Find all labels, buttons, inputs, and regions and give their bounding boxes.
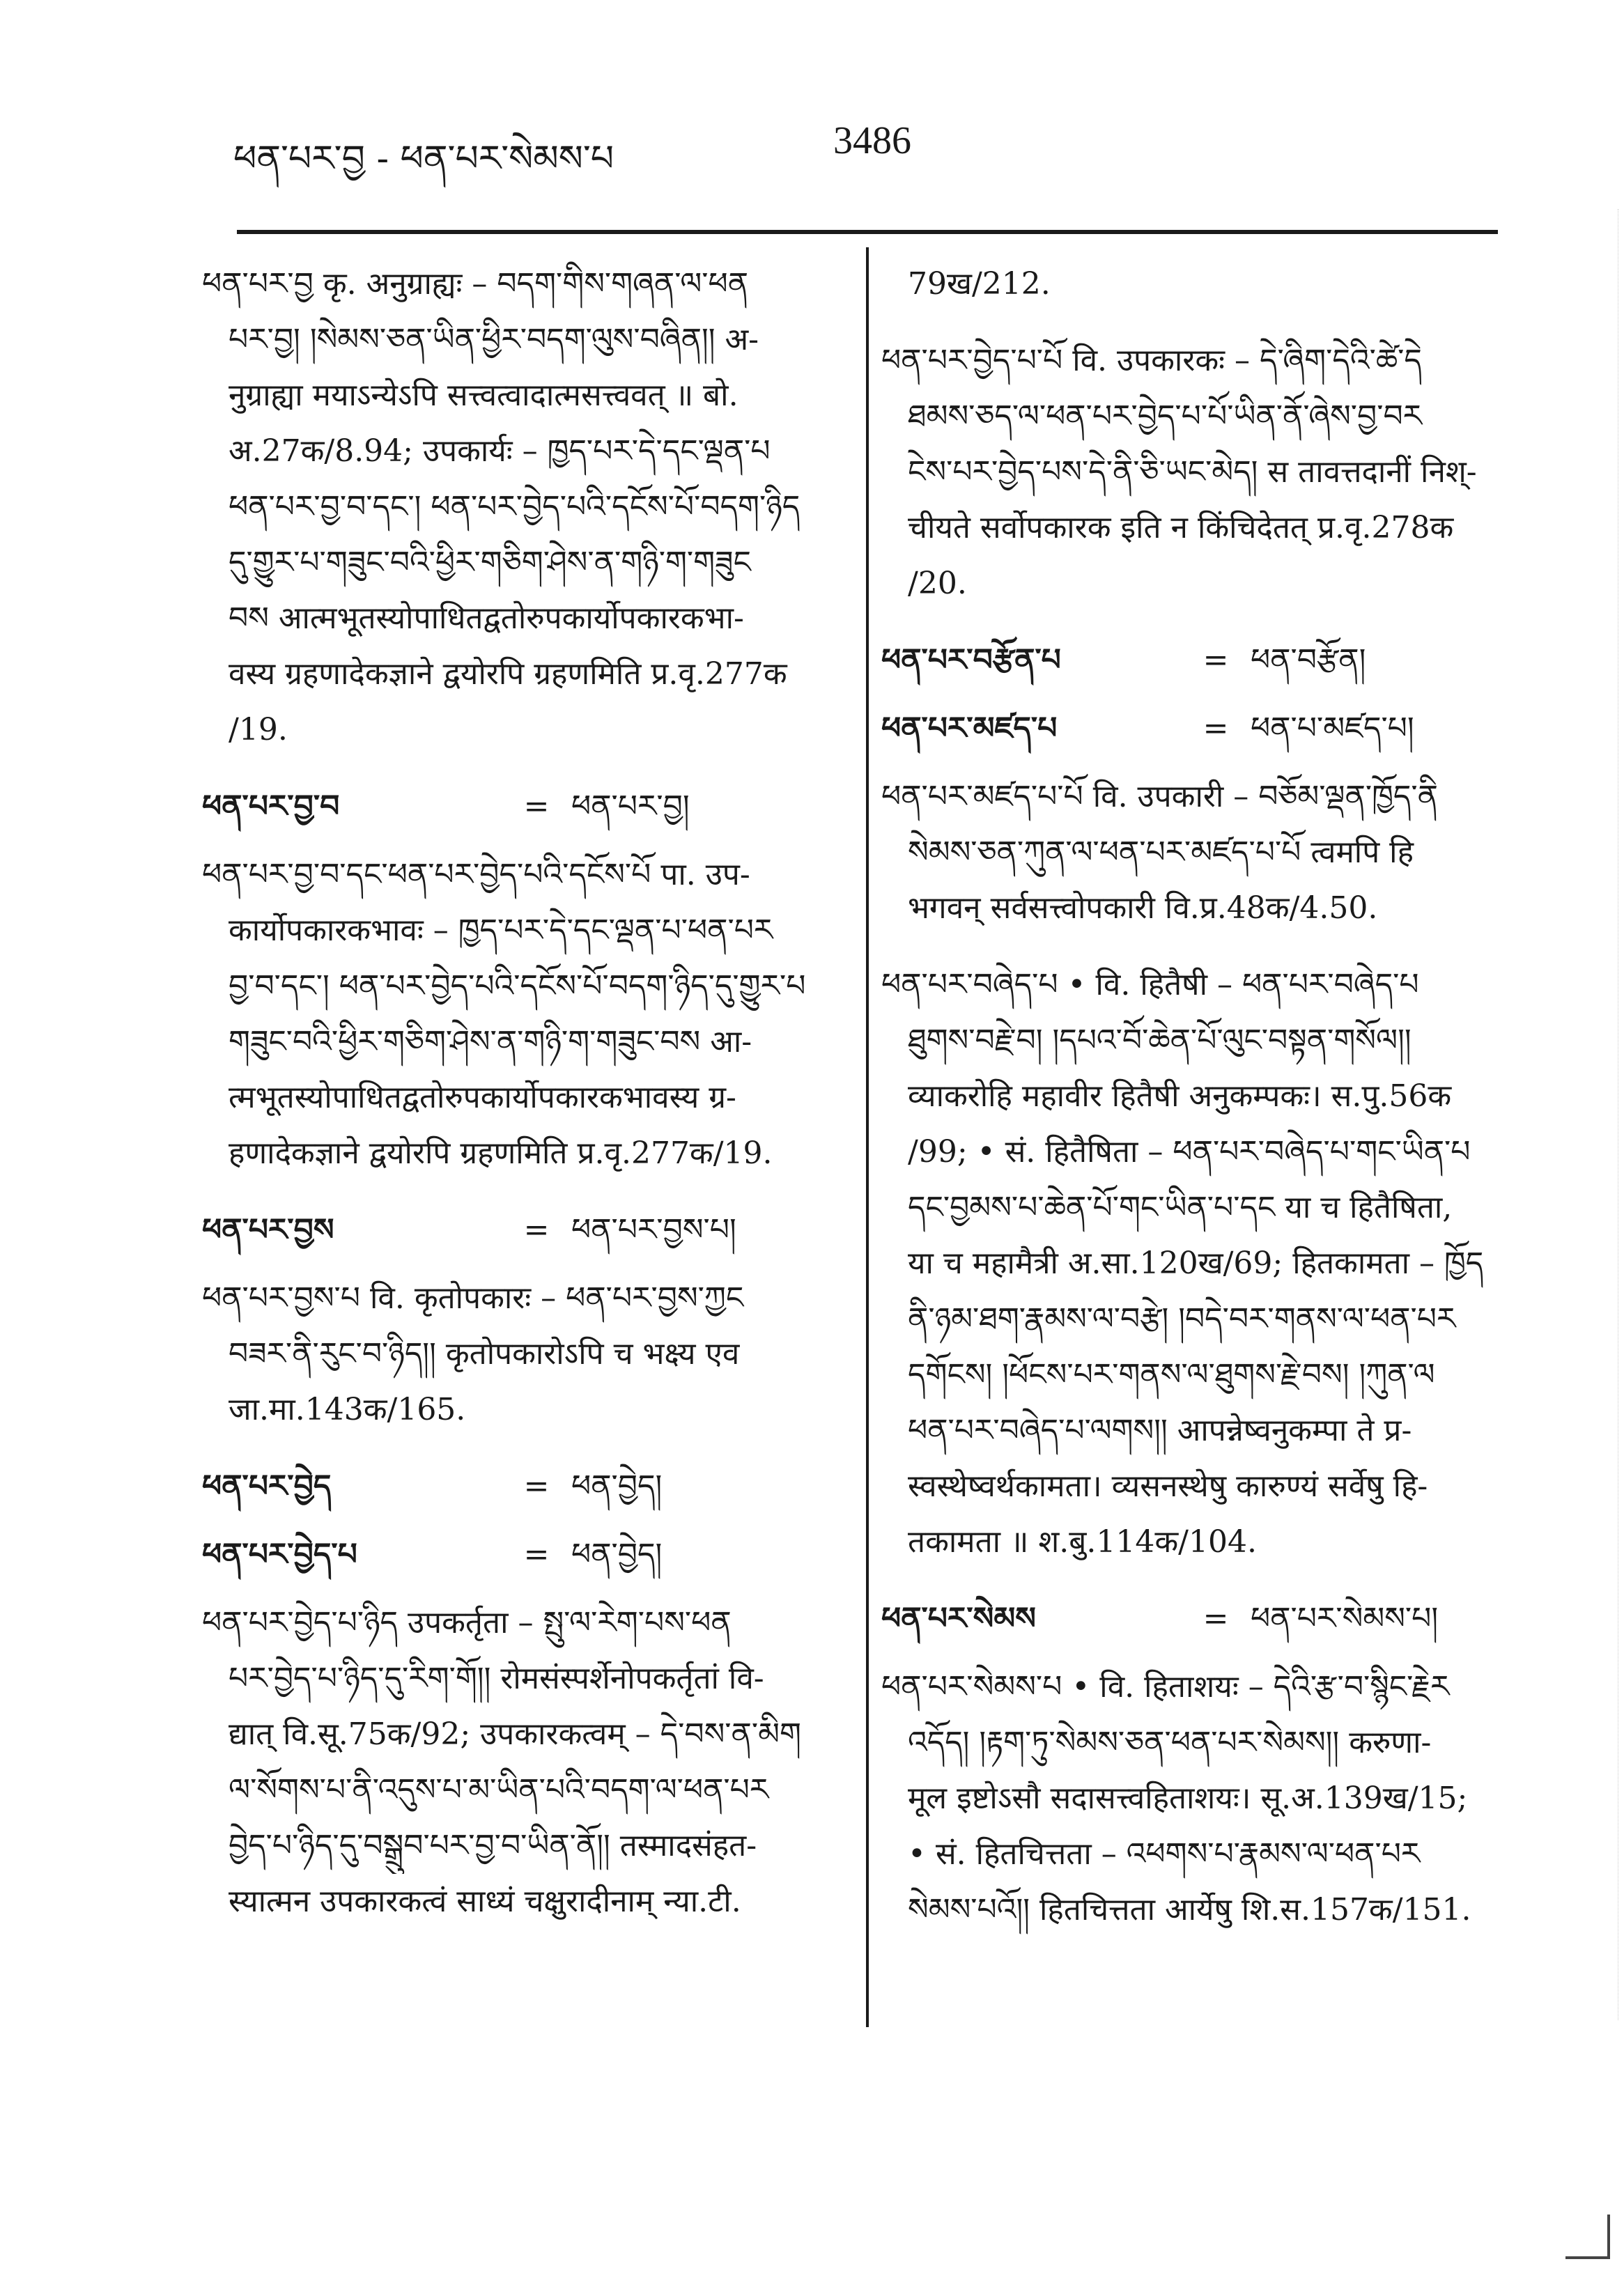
cross-reference <box>881 1591 1508 1647</box>
entry-line: པར་བྱ། །སེམས་ཅན་ཡིན་ཕྱིར་བདག་ལུས་བཞིན།། अ- <box>229 322 759 357</box>
dictionary-entry <box>202 1595 836 1930</box>
entry-line: ནི་ཉམ་ཐག་རྣམས་ལ་བརྩེ། །བདེ་བར་གནས་ལ་ཕན་པར <box>908 1301 1456 1337</box>
entry-line: तकामता ॥ श.बु.114क/104. <box>908 1524 1257 1560</box>
xref-equals: = <box>523 789 550 824</box>
entry-line: གཟུང་བའི་ཕྱིར་གཅིག་ཤེས་ན་གཉི་ག་གཟུང་བས आ- <box>229 1024 752 1060</box>
entry-line: ཕན་པར་བཞེད་པ་ལགས།། आपन्नेष्वनुकम्पा ते प्र- <box>908 1413 1412 1448</box>
cross-reference <box>202 1202 836 1258</box>
page-corner-mark <box>1565 2215 1610 2259</box>
cross-reference <box>881 633 1508 688</box>
cross-reference <box>881 701 1508 757</box>
xref-equals: = <box>523 1537 550 1572</box>
entry-line: ཕན་པར་བྱ་བ་དང་ཕན་པར་བྱེད་པའི་དངོས་པོ पा. उप- <box>202 857 750 892</box>
xref-equals: = <box>1202 711 1229 746</box>
entry-line: ཕན་པར་བྱ་བ་དང་། ཕན་པར་བྱེད་པའི་དངོས་པོ་བདག་ཉིད <box>229 489 801 525</box>
entry-line: ཕན་པར་མཛད་པ་པོ वि. उपकारी – བཅོམ་ལྡན་ཁྱོད་ནི <box>881 779 1438 814</box>
entry-line: འདོད། །རྟག་ཏུ་སེམས་ཅན་ཕན་པར་སེམས།། करुणा- <box>908 1725 1432 1760</box>
xref-target: ཕན་བྱེད། <box>571 1537 663 1572</box>
xref-headword: ཕན་པར་བྱ་བ <box>202 789 340 824</box>
xref-headword: ཕན་པར་སེམས <box>881 1601 1036 1636</box>
entry-line: स्यात्मन उपकारकत्वं साध्यं चक्षुरादीनाम् न्या.टी. <box>229 1884 741 1919</box>
dictionary-entry <box>202 1271 836 1438</box>
dictionary-entry <box>202 847 836 1181</box>
entry-line: ལ་སོགས་པ་ནི་འདུས་པ་མ་ཡིན་པའི་བདག་ལ་ཕན་པར <box>229 1772 769 1808</box>
continued-citation <box>881 256 1508 312</box>
xref-target: ཕན་པར་བྱ། <box>571 789 690 824</box>
entry-line: ཐུགས་བརྗེ་བ། །དཔའ་བོ་ཆེན་པོ་ལུང་བསྟན་གསོལ།། <box>908 1023 1412 1058</box>
entry-line: ཕན་པར་བྱས་པ वि. कृतोपकारः – ཕན་པར་བྱས་ཀྱང <box>202 1280 744 1316</box>
xref-target: ཕན་པར་སེམས་པ། <box>1251 1601 1439 1636</box>
entry-line: བྱ་བ་དང་། ཕན་པར་བྱེད་པའི་དངོས་པོ་བདག་ཉིད་དུ་གྱུར་པ <box>229 968 806 1004</box>
entry-line: 79ख/212. <box>908 266 1051 302</box>
entry-line: द्यात् वि.सू.75क/92; उपकारकत्वम् – དེ་བས་ན་མིག <box>229 1716 801 1752</box>
cross-reference <box>202 1527 836 1583</box>
xref-headword: ཕན་པར་བརྩོན་པ <box>881 642 1061 678</box>
entry-line: जा.मा.143क/165. <box>229 1392 466 1427</box>
xref-equals: = <box>1202 642 1229 678</box>
entry-line: ཕན་པར་བྱེད་པ་པོ वि. उपकारकः – དེ་ཞིག་དེའི་ཚེ་དེ <box>881 343 1422 378</box>
xref-equals: = <box>523 1212 550 1248</box>
entry-line: वस्य ग्रहणादेकज्ञाने द्वयोरपि ग्रहणमिति प्र.वृ.277क <box>229 656 787 692</box>
dictionary-entry <box>881 1659 1508 1938</box>
xref-target: ཕན་པ་མཛད་པ། <box>1251 711 1414 746</box>
xref-headword: ཕན་པར་བྱེད <box>202 1468 332 1504</box>
entry-line: मूल इष्टोऽसौ सदासत्त्वहिताशयः। सू.अ.139ख/15; <box>908 1781 1468 1816</box>
entry-line: /99; • सं. हितैषिता – ཕན་པར་བཞེད་པ་གང་ཡིན་པ <box>908 1134 1471 1170</box>
entry-line: བཟར་ནི་རུང་བ་ཉིད།། कृतोपकारोऽपि च भक्ष्य एव <box>229 1336 740 1372</box>
entry-line: བས आत्मभूतस्योपाधितद्वतोरुपकार्योपकारकभा- <box>229 600 744 636</box>
entry-line: ཐམས་ཅད་ལ་ཕན་པར་བྱེད་པ་པོ་ཡིན་ནོ་ཞེས་བྱ་བར <box>908 398 1423 434</box>
left-column <box>202 256 836 1951</box>
entry-line: དང་བྱམས་པ་ཆེན་པོ་གང་ཡིན་པ་དང या च हितैषिता, <box>908 1190 1453 1225</box>
entry-line: भगवन् सर्वसत्त्वोपकारी वि.प्र.48क/4.50. <box>908 890 1378 926</box>
cross-reference <box>202 779 836 835</box>
entry-line: ཕན་པར་བཞེད་པ • वि. हितैषी – ཕན་པར་བཞེད་པ <box>881 967 1419 1002</box>
entry-line: स्वस्थेष्वर्थकामता। व्यसनस्थेषु कारुण्यं सर्वेषु हि- <box>908 1468 1428 1504</box>
xref-headword: ཕན་པར་བྱེད་པ <box>202 1537 357 1572</box>
entry-line: ཕན་པར་བྱེད་པ་ཉིད उपकर्तृता – སྤུ་ལ་རེག་པས་ཕན <box>202 1605 732 1641</box>
cross-reference <box>202 1459 836 1514</box>
xref-equals: = <box>523 1468 550 1504</box>
xref-equals: = <box>1202 1601 1229 1636</box>
xref-headword: ཕན་པར་མཛད་པ <box>881 711 1058 746</box>
header-rule <box>237 230 1498 234</box>
entry-line: ཕན་པར་བྱ कृ. अनुग्राह्यः – བདག་གིས་གཞན་ལ་ཕན <box>202 266 749 302</box>
entry-line: སེམས་པའོ།། हितचित्तता आर्येषु शि.स.157क/151. <box>908 1892 1471 1928</box>
entry-line: དགོངས། །ཕོངས་པར་གནས་ལ་ཐུགས་རྗེ་བས། །ཀུན་ལ <box>908 1357 1435 1393</box>
entry-line: व्याकरोहि महावीर हितैषी अनुकम्पकः। स.पु.56क <box>908 1078 1452 1114</box>
entry-line: नुग्राह्या मयाऽन्येऽपि सत्त्वत्वादात्मसत्त्ववत् ॥ बो. <box>229 378 738 413</box>
xref-target: ཕན་པར་བྱས་པ། <box>571 1212 736 1248</box>
right-column <box>881 256 1508 1959</box>
entry-line: • सं. हितचित्तता – འཕགས་པ་རྣམས་ལ་ཕན་པར <box>908 1836 1421 1872</box>
entry-line: अ.27क/8.94; उपकार्यः – ཁྱད་པར་དེ་དང་ལྡན་པ <box>229 433 771 469</box>
entry-line: /19. <box>229 712 288 747</box>
column-divider <box>866 247 869 2027</box>
entry-line: པར་བྱེད་པ་ཉིད་དུ་རིག་གོ།། रोमसंस्पर्शेनोपकर्तृतां वि- <box>229 1661 764 1696</box>
dictionary-entry <box>881 333 1508 612</box>
page-number: 3486 <box>833 119 911 162</box>
entry-line: कार्योपकारकभावः – ཁྱད་པར་དེ་དང་ལྡན་པ་ཕན་པར <box>229 913 773 948</box>
entry-line: ཕན་པར་སེམས་པ • वि. हिताशयः – དེའི་རྩ་བ་སྙིང་རྗེར <box>881 1669 1450 1705</box>
dictionary-entry <box>202 256 836 758</box>
entry-line: དུ་གྱུར་པ་གཟུང་བའི་ཕྱིར་གཅིག་ཤེས་ན་གཉི་ག་གཟུང <box>229 545 751 580</box>
entry-line: ངེས་པར་བྱེད་པས་དེ་ནི་ཅི་ཡང་མེད། स तावत्तदानीं निश्- <box>908 454 1477 490</box>
xref-target: ཕན་བརྩོན། <box>1251 642 1366 678</box>
dictionary-entry <box>881 769 1508 936</box>
entry-line: चीयते सर्वोपकारक इति न किंचिदेतत् प्र.वृ.278क <box>908 510 1454 545</box>
xref-headword: ཕན་པར་བྱས <box>202 1212 334 1248</box>
entry-line: སེམས་ཅན་ཀུན་ལ་ཕན་པར་མཛད་པ་པོ त्वमपि हि <box>908 835 1414 870</box>
xref-target: ཕན་བྱེད། <box>571 1468 663 1504</box>
entry-line: བྱེད་པ་ཉིད་དུ་བསྒྲུབ་པར་བྱ་བ་ཡིན་ནོ།། तस्मादसंहत- <box>229 1828 757 1863</box>
entry-line: या च महामैत्री अ.सा.120ख/69; हितकामता – ཁྱོད <box>908 1246 1484 1281</box>
entry-line: /20. <box>908 566 967 601</box>
running-header-range: ཕན་པར་བྱ - ཕན་པར་སེམས་པ <box>233 138 614 180</box>
scan-edge-marks <box>1576 209 1618 2020</box>
entry-line: हणादेकज्ञाने द्वयोरपि ग्रहणमिति प्र.वृ.277क/19. <box>229 1135 773 1171</box>
entry-line: त्मभूतस्योपाधितद्वतोरुपकार्योपकारकभावस्य ग्र- <box>229 1080 736 1115</box>
dictionary-entry <box>881 957 1508 1570</box>
